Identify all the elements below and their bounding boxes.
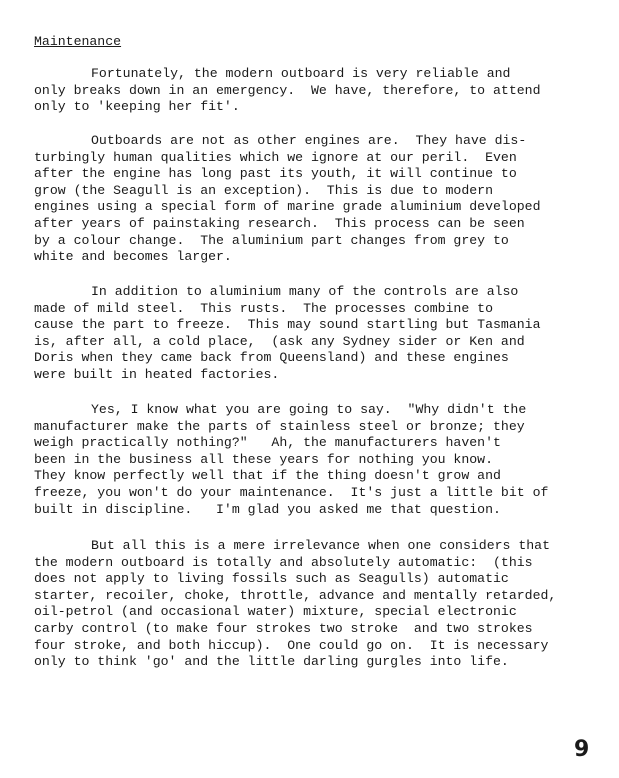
paragraph-line: Fortunately, the modern outboard is very reliable and <box>91 66 511 81</box>
paragraph-line: been in the business all these years for nothing you know. <box>34 451 493 467</box>
paragraph-line: Yes, I know what you are going to say. "Why didn't the <box>91 402 527 417</box>
paragraph-line: only to 'keeping her fit'. <box>34 99 240 115</box>
paragraph-line: Outboards are not as other engines are. They have dis- <box>91 133 527 148</box>
page-number: 9 <box>574 737 590 762</box>
paragraph-3 <box>34 284 594 384</box>
paragraph-line: after the engine has long past its youth, it will continue to <box>34 166 517 182</box>
paragraph-line: made of mild steel. This rusts. The processes combine to <box>34 300 493 316</box>
paragraph-line: oil-petrol (and occasional water) mixture, special electronic <box>34 604 517 620</box>
paragraph-line: by a colour change. The aluminium part changes from grey to <box>34 232 509 248</box>
paragraph-2 <box>34 133 594 266</box>
paragraph-line: cause the part to freeze. This may sound startling but Tasmania <box>34 317 541 333</box>
paragraph-4 <box>34 402 594 518</box>
paragraph-line: the modern outboard is totally and absolutely automatic: (this <box>34 554 533 570</box>
paragraph-line: freeze, you won't do your maintenance. It's just a little bit of <box>34 484 549 500</box>
paragraph-line: engines using a special form of marine grade aluminium developed <box>34 199 541 215</box>
paragraph-line: starter, recoiler, choke, throttle, advance and mentally retarded, <box>34 587 557 603</box>
paragraph-line: They know perfectly well that if the thing doesn't grow and <box>34 468 501 484</box>
paragraph-line: is, after all, a cold place, (ask any Sydney sider or Ken and <box>34 333 525 349</box>
paragraph-line: white and becomes larger. <box>34 249 232 265</box>
paragraph-1 <box>34 66 594 116</box>
paragraph-line: were built in heated factories. <box>34 366 280 382</box>
paragraph-5 <box>34 538 594 671</box>
paragraph-line: carby control (to make four strokes two stroke and two strokes <box>34 620 533 636</box>
paragraph-line: weigh practically nothing?" Ah, the manufacturers haven't <box>34 435 501 451</box>
section-heading: Maintenance <box>34 34 122 49</box>
paragraph-line: built in discipline. I'm glad you asked me that question. <box>34 501 501 517</box>
paragraph-line: Doris when they came back from Queensland) and these engines <box>34 350 509 366</box>
paragraph-line: In addition to aluminium many of the controls are also <box>91 284 519 299</box>
paragraph-line: manufacturer make the parts of stainless steel or bronze; they <box>34 418 525 434</box>
paragraph-line: grow (the Seagull is an exception). This is due to modern <box>34 182 493 198</box>
paragraph-line: only breaks down in an emergency. We have, therefore, to attend <box>34 82 541 98</box>
paragraph-line: after years of painstaking research. This process can be seen <box>34 215 525 231</box>
paragraph-line: only to think 'go' and the little darling gurgles into life. <box>34 654 509 670</box>
paragraph-line: four stroke, and both hiccup). One could go on. It is necessary <box>34 637 549 653</box>
paragraph-line: turbingly human qualities which we ignore at our peril. Even <box>34 149 517 165</box>
paragraph-line: But all this is a mere irrelevance when one considers that <box>91 538 550 553</box>
paragraph-line: does not apply to living fossils such as Seagulls) automatic <box>34 571 509 587</box>
